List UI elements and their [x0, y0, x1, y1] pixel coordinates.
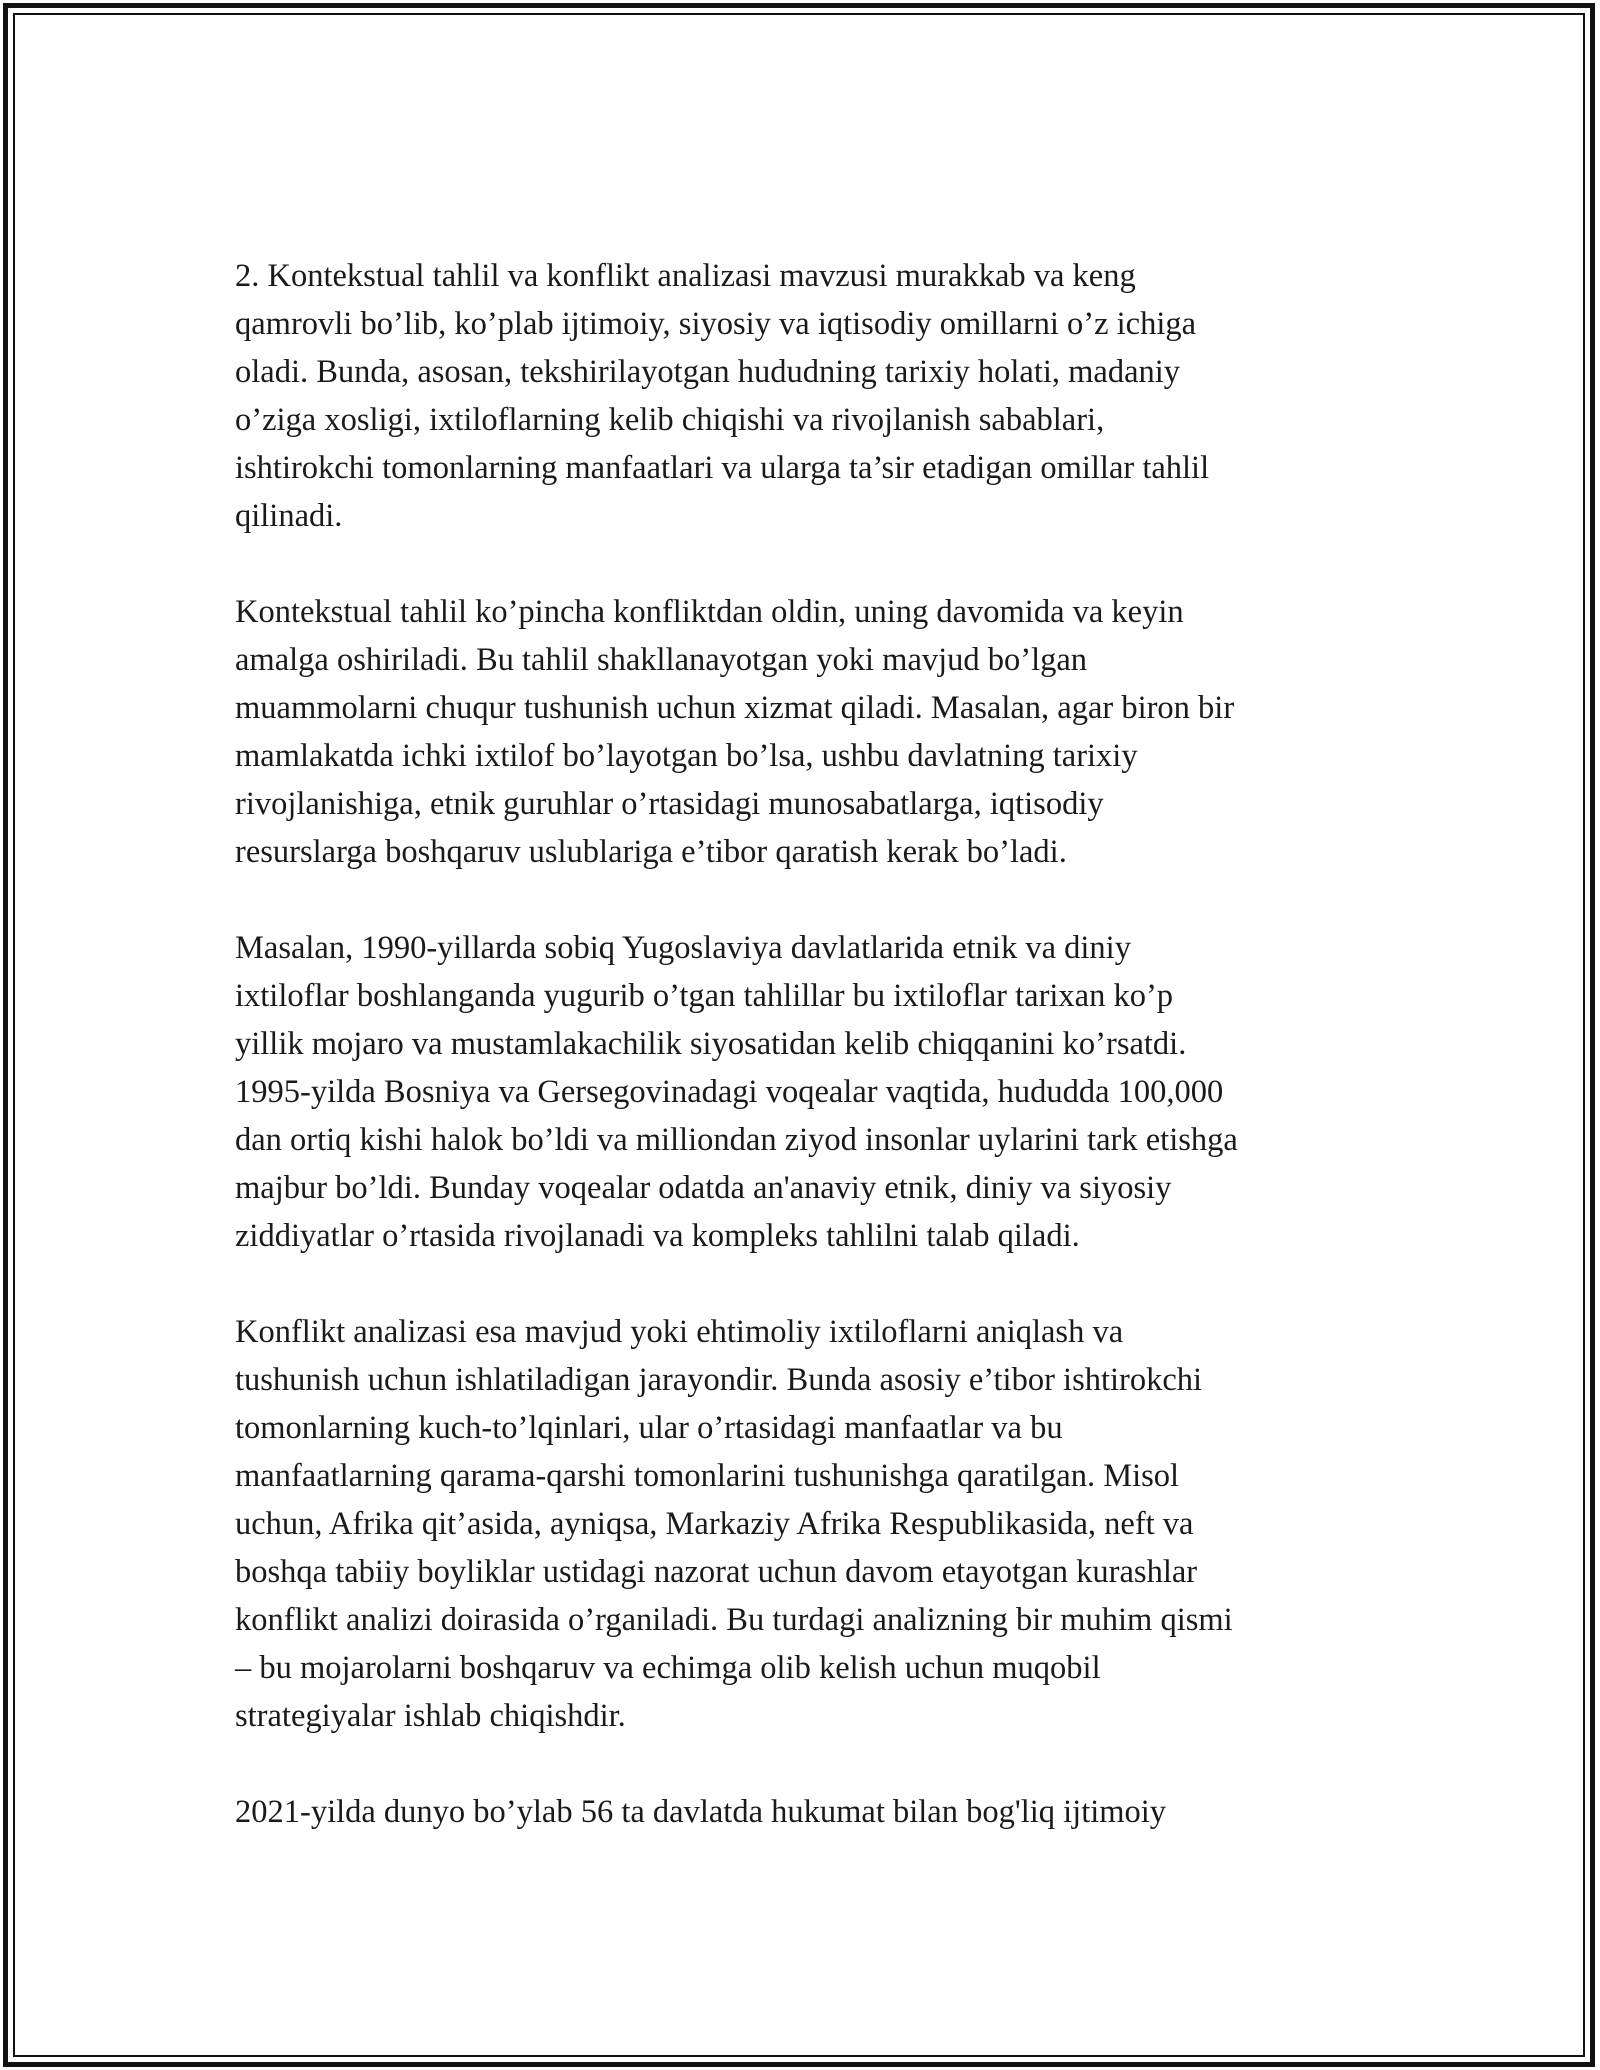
text-line: Konflikt analizasi esa mavjud yoki ehtimoliy ixtiloflarni aniqlash va: [235, 1314, 1124, 1350]
text-line: resurslarga boshqaruv uslublariga e’tibor qaratish kerak bo’ladi.: [235, 834, 1067, 870]
text-line: – bu mojarolarni boshqaruv va echimga olib kelish uchun muqobil: [235, 1650, 1101, 1686]
text-line: rivojlanishiga, etnik guruhlar o’rtasidagi munosabatlarga, iqtisodiy: [235, 786, 1104, 822]
text-line: amalga oshiriladi. Bu tahlil shakllanayotgan yoki mavjud bo’lgan: [235, 642, 1088, 678]
text-line: dan ortiq kishi halok bo’ldi va milliondan ziyod insonlar uylarini tark etishga: [235, 1122, 1238, 1158]
text-line: majbur bo’ldi. Bunday voqealar odatda an'anaviy etnik, diniy va siyosiy: [235, 1170, 1172, 1206]
paragraph-yugoslavia-example: [235, 924, 1375, 1260]
text-line: oladi. Bunda, asosan, tekshirilayotgan hududning tarixiy holati, madaniy: [235, 354, 1181, 390]
text-line: tushunish uchun ishlatiladigan jarayondir. Bunda asosiy e’tibor ishtirokchi: [235, 1362, 1203, 1398]
paragraph-conflict-analysis: [235, 1308, 1375, 1740]
text-line: ziddiyatlar o’rtasida rivojlanadi va kompleks tahlilni talab qiladi.: [235, 1218, 1080, 1254]
text-line: manfaatlarning qarama-qarshi tomonlarini tushunishga qaratilgan. Misol: [235, 1458, 1180, 1494]
text-line: ixtiloflar boshlanganda yugurib o’tgan tahlillar bu ixtiloflar tarixan ko’p: [235, 978, 1174, 1014]
text-line: 1995-yilda Bosniya va Gersegovinadagi voqealar vaqtida, hududda 100,000: [235, 1074, 1224, 1110]
text-line: qamrovli bo’lib, ko’plab ijtimoiy, siyosiy va iqtisodiy omillarni o’z ichiga: [235, 306, 1197, 342]
text-line: uchun, Afrika qit’asida, ayniqsa, Markaziy Afrika Respublikasida, neft va: [235, 1506, 1194, 1542]
text-line: strategiyalar ishlab chiqishdir.: [235, 1698, 626, 1734]
text-line: Kontekstual tahlil ko’pincha konfliktdan oldin, uning davomida va keyin: [235, 594, 1184, 630]
text-line: muammolarni chuqur tushunish uchun xizmat qiladi. Masalan, agar biron bir: [235, 690, 1235, 726]
text-line: konflikt analizi doirasida o’rganiladi. Bu turdagi analizning bir muhim qismi: [235, 1602, 1233, 1638]
document-body: [235, 252, 1375, 1884]
paragraph-context-analysis-intro: [235, 252, 1375, 540]
text-line: Masalan, 1990-yillarda sobiq Yugoslaviya davlatlarida etnik va diniy: [235, 930, 1131, 966]
text-line: 2. Kontekstual tahlil va konflikt analizasi mavzusi murakkab va keng: [235, 258, 1136, 294]
text-line: boshqa tabiiy boyliklar ustidagi nazorat uchun davom etayotgan kurashlar: [235, 1554, 1198, 1590]
text-line: ishtirokchi tomonlarning manfaatlari va ularga ta’sir etadigan omillar tahlil: [235, 450, 1210, 486]
paragraph-2021-statistics: [235, 1788, 1375, 1836]
text-line: tomonlarning kuch-to’lqinlari, ular o’rtasidagi manfaatlar va bu: [235, 1410, 1063, 1446]
text-line: qilinadi.: [235, 498, 343, 534]
text-line: 2021-yilda dunyo bo’ylab 56 ta davlatda hukumat bilan bog'liq ijtimoiy: [235, 1794, 1167, 1830]
paragraph-context-analysis-timing: [235, 588, 1375, 876]
text-line: yillik mojaro va mustamlakachilik siyosatidan kelib chiqqanini ko’rsatdi.: [235, 1026, 1187, 1062]
text-line: mamlakatda ichki ixtilof bo’layotgan bo’lsa, ushbu davlatning tarixiy: [235, 738, 1138, 774]
text-line: o’ziga xosligi, ixtiloflarning kelib chiqishi va rivojlanish sabablari,: [235, 402, 1105, 438]
